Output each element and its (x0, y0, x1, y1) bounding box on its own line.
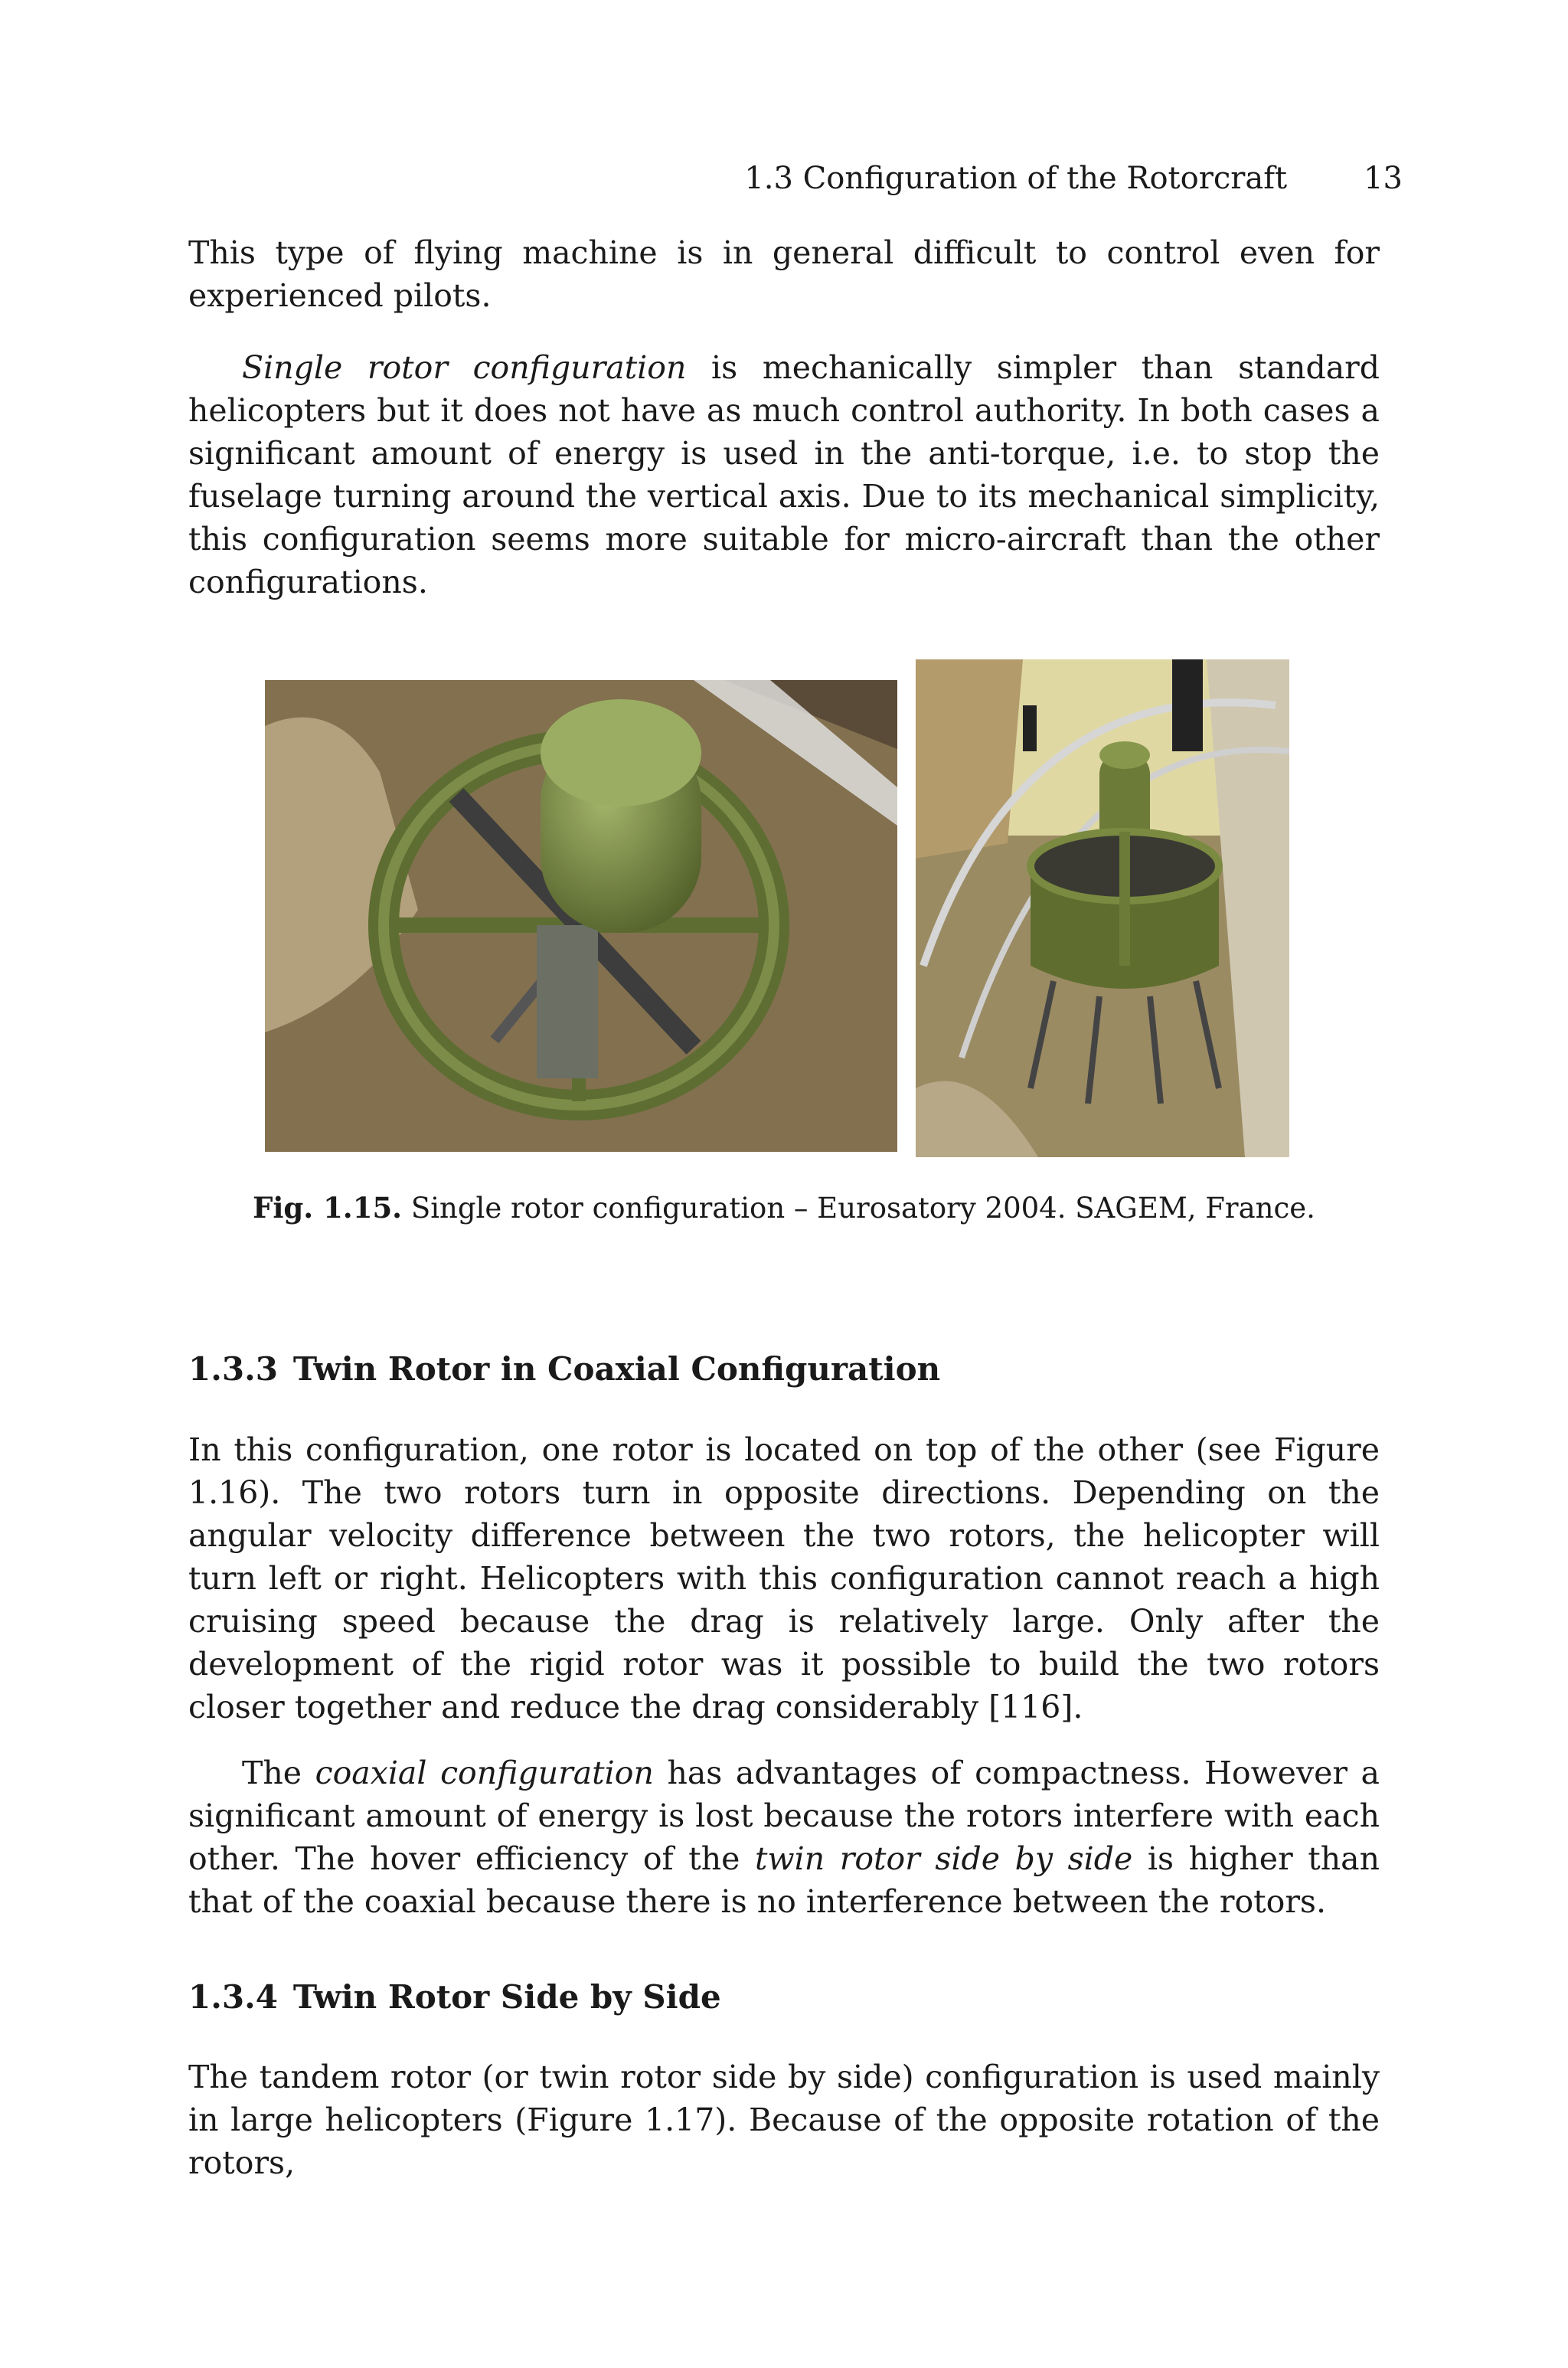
section-heading-133 (188, 1350, 940, 1388)
italic-term: Single rotor configuration (242, 349, 687, 386)
section-number: 1.3.4 (188, 1978, 278, 2016)
figure-label: Fig. 1.15. (253, 1191, 403, 1225)
paragraph-coaxial-2 (188, 1751, 1380, 1923)
paragraph-text: has advantages of compactness. However a significant amount of energy is lost because the rotors interfere with each other. The hover efficiency of the (188, 1755, 1380, 1877)
paragraph-text: In this configuration, one rotor is located on top of the other (see Figure 1.16). The two rotors turn in opposite directions. Depending on the angular velocity difference between the two rotors, the helicopter will turn left or right. Helicopters with this configuration cannot reach a high cruising speed because the drag is relatively large. Only after the development of the rigid rotor was it possible to build the two rotors closer together and reduce the drag considerably [116]. (188, 1431, 1380, 1725)
section-heading-134 (188, 1978, 721, 2016)
paragraph-text: This type of flying machine is in general difficult to control even for experienced pilots. (188, 234, 1380, 314)
running-head-section: 1.3 Configuration of the Rotorcraft (744, 161, 1288, 196)
section-title: Twin Rotor in Coaxial Configuration (292, 1350, 941, 1388)
running-head (744, 161, 1403, 196)
paragraph-text: The tandem rotor (or twin rotor side by side) configuration is used mainly in large helicopters (Figure 1.17). Because of the opposite rotation of the rotors, (188, 2059, 1380, 2181)
paragraph-text: is mechanically simpler than standard helicopters but it does not have as much control authority. In both cases a significant amount of energy is used in the anti-torque, i.e. to stop the fuselage turning around the vertical axis. Due to its mechanical simplicity, this configuration seems more suitable for micro-aircraft than the other configurations. (188, 349, 1380, 600)
page-number: 13 (1364, 161, 1403, 196)
italic-term: coaxial configuration (315, 1755, 654, 1791)
figure-caption (0, 1191, 1568, 1225)
paragraph-coaxial-1 (188, 1428, 1380, 1729)
figure-photo-left (265, 680, 897, 1152)
italic-term: twin rotor side by side (755, 1840, 1133, 1877)
paragraph-text: The (242, 1755, 315, 1791)
figure-photo-right (916, 659, 1289, 1157)
paragraph-tandem (188, 2056, 1380, 2184)
section-title: Twin Rotor Side by Side (292, 1978, 721, 2016)
paragraph-text: is higher than that of the coaxial because there is no interference between the rotors. (188, 1840, 1380, 1920)
section-number: 1.3.3 (188, 1350, 278, 1388)
paragraph-intro (188, 231, 1380, 317)
figure-caption-text: Single rotor configuration – Eurosatory 2004. SAGEM, France. (410, 1192, 1315, 1225)
paragraph-single-rotor (188, 346, 1380, 603)
